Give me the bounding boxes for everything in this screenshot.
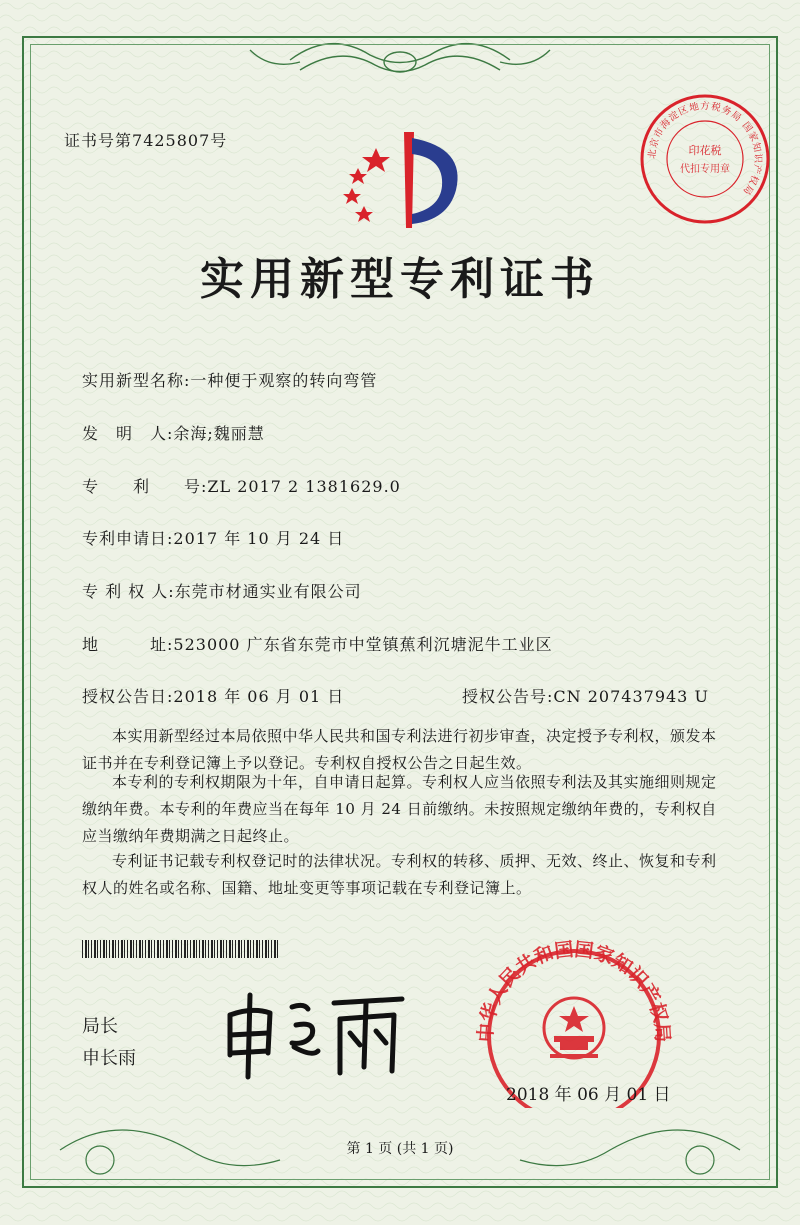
grant-date-value: 2018 年 06 月 01 日 xyxy=(173,687,345,706)
grant-date-label: 授权公告日: xyxy=(82,687,174,706)
certificate-number-label: 证书号第 xyxy=(64,131,133,150)
grant-number-value: CN 207437943 U xyxy=(553,687,709,706)
page-number: 第 1 页 (共 1 页) xyxy=(346,1141,454,1157)
paragraph-2: 本专利的专利权期限为十年，自申请日起算。专利权人应当依照专利法及其实施细则规定缴纳年费。本专利的年费应当在每年 10 月 24 日前缴纳。未按照规定缴纳年费的，专利权自应当缴纳年费期满之日起终止。 xyxy=(82,773,717,845)
address-row xyxy=(82,632,553,655)
inventor-value: 余海;魏丽慧 xyxy=(173,424,265,443)
barcode xyxy=(82,940,278,958)
patentee-value: 东莞市材通实业有限公司 xyxy=(174,582,362,601)
svg-text:中华人民共和国国家知识产权局 xyxy=(474,939,673,1043)
grant-number-label: 授权公告号: xyxy=(462,687,554,706)
director-title: 局长 xyxy=(82,1016,118,1036)
certificate-title: 实用新型专利证书 xyxy=(200,254,600,305)
filing-date-label: 专利申请日: xyxy=(82,529,174,548)
patentee-row xyxy=(82,579,362,602)
paragraph-1: 本实用新型经过本局依照中华人民共和国专利法进行初步审查，决定授予专利权，颁发本证书并在专利登记簿上予以登记。专利权自授权公告之日起生效。 xyxy=(82,727,717,772)
filing-date-row xyxy=(82,526,344,549)
certificate-number-suffix: 号 xyxy=(210,131,228,150)
tax-stamp-outer-text: 北京市海淀区地方税务局 国家知识产权局 xyxy=(646,100,764,198)
inventor-row xyxy=(82,421,265,444)
utility-model-name-label: 实用新型名称: xyxy=(82,371,191,390)
cnipa-logo xyxy=(338,128,468,233)
tax-stamp-line-2: 代扣专用章 xyxy=(680,164,730,175)
handwritten-signature xyxy=(222,985,412,1080)
certificate-number xyxy=(64,128,227,151)
patent-number-value: ZL 2017 2 1381629.0 xyxy=(207,477,401,496)
tax-stamp xyxy=(638,92,772,226)
patentee-label: 专 利 权 人: xyxy=(82,582,175,601)
certificate-number-value: 7425807 xyxy=(132,131,211,150)
utility-model-name-row xyxy=(82,368,377,391)
utility-model-name-value: 一种便于观察的转向弯管 xyxy=(190,371,378,390)
seal-date: 2018 年 06 月 01 日 xyxy=(506,1085,671,1105)
paragraph-3: 专利证书记载专利权登记时的法律状况。专利权的转移、质押、无效、终止、恢复和专利权人的姓名或名称、国籍、地址变更等事项记载在专利登记簿上。 xyxy=(82,852,717,897)
grant-date-row xyxy=(82,684,344,707)
patent-number-row xyxy=(82,474,401,497)
patent-number-label: 专 利 号: xyxy=(82,477,208,496)
national-emblem-icon xyxy=(544,998,604,1058)
grant-number-row xyxy=(462,684,709,707)
inventor-label: 发 明 人: xyxy=(82,424,174,443)
address-value: 523000 广东省东莞市中堂镇蕉利沉塘泥牛工业区 xyxy=(173,635,553,654)
official-seal-text: 中华人民共和国国家知识产权局 xyxy=(474,938,674,1043)
tax-stamp-line-1: 印花税 xyxy=(688,144,722,157)
address-label: 地 址: xyxy=(82,635,174,654)
filing-date-value: 2017 年 10 月 24 日 xyxy=(173,529,345,548)
director-name: 申长雨 xyxy=(82,1048,136,1068)
